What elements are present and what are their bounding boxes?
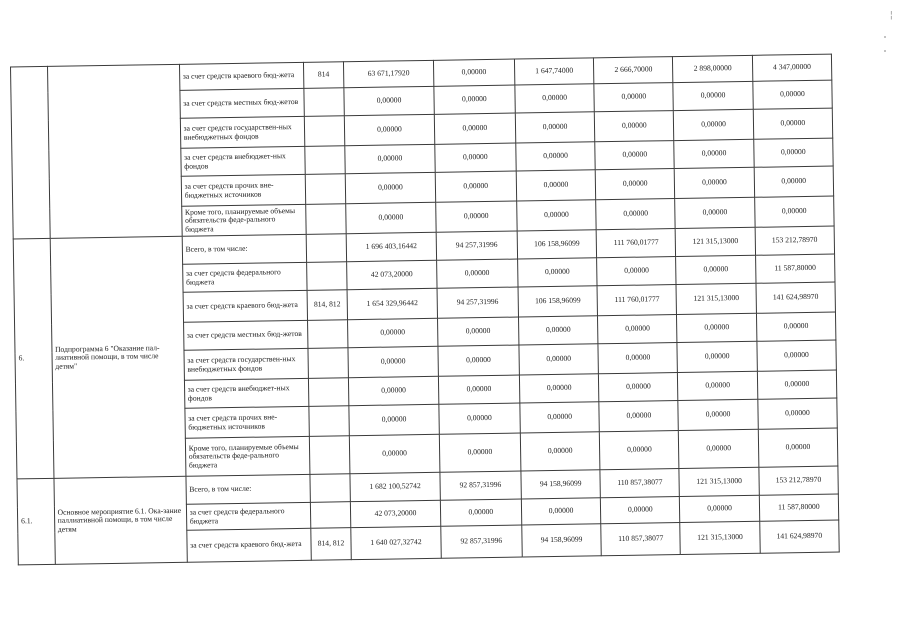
budget-code-cell — [306, 234, 347, 263]
funding-source-cell: за счет средств внебюджет-ных фондов — [184, 378, 308, 408]
total-value-cell: 1 682 100,52742 — [350, 472, 440, 501]
year-value-cell: 0,00000 — [517, 200, 597, 231]
total-value-cell: 0,00000 — [348, 346, 438, 377]
year-value-cell: 121 315,13000 — [680, 521, 760, 554]
year-value-cell: 0,00000 — [673, 81, 753, 110]
budget-code-cell — [310, 502, 351, 529]
program-name-cell — [47, 64, 182, 238]
year-value-cell: 94 257,31996 — [436, 231, 518, 260]
total-value-cell: 0,00000 — [345, 144, 435, 173]
year-value-cell: 0,00000 — [753, 138, 833, 167]
year-value-cell: 0,00000 — [518, 258, 598, 287]
funding-source-cell: за счет средств федерального бюджета — [186, 502, 310, 530]
year-value-cell: 0,00000 — [433, 59, 515, 86]
year-value-cell: 0,00000 — [677, 341, 757, 372]
year-value-cell: 0,00000 — [521, 498, 601, 525]
year-value-cell: 0,00000 — [677, 313, 757, 342]
year-value-cell: 111 760,01777 — [596, 229, 676, 258]
year-value-cell: 2 666,70000 — [594, 57, 674, 84]
year-value-cell: 0,00000 — [754, 196, 834, 227]
year-value-cell: 0,00000 — [679, 429, 759, 468]
year-value-cell: 111 760,01777 — [597, 285, 677, 316]
year-value-cell: 0,00000 — [519, 374, 599, 403]
year-value-cell: 2 898,00000 — [673, 55, 753, 82]
total-value-cell: 0,00000 — [349, 376, 439, 405]
year-value-cell: 0,00000 — [757, 370, 837, 399]
year-value-cell: 0,00000 — [436, 259, 518, 288]
scan-edge-mark: ¦ — [889, 10, 893, 21]
budget-code-cell — [308, 378, 349, 407]
year-value-cell: 110 857,38077 — [601, 523, 681, 556]
funding-source-cell: за счет средств государствен-ных внебюджетных фондов — [180, 116, 304, 148]
year-value-cell: 94 158,96099 — [522, 524, 602, 557]
budget-code-cell — [310, 474, 351, 503]
funding-source-cell: за счет средств внебюджет-ных фондов — [180, 146, 304, 176]
total-value-cell: 0,00000 — [346, 202, 436, 233]
total-value-cell: 0,00000 — [345, 114, 435, 145]
budget-table — [10, 54, 840, 566]
year-value-cell: 0,00000 — [754, 166, 834, 197]
year-value-cell: 141 624,98970 — [756, 282, 836, 313]
year-value-cell: 0,00000 — [439, 403, 521, 434]
year-value-cell: 153 212,78970 — [759, 466, 839, 495]
total-value-cell: 0,00000 — [349, 404, 439, 435]
year-value-cell: 121 315,13000 — [676, 227, 756, 256]
year-value-cell: 0,00000 — [516, 142, 596, 171]
total-value-cell: 0,00000 — [344, 86, 434, 115]
total-value-cell: 42 073,20000 — [351, 500, 441, 527]
funding-source-cell: Всего, в том числе: — [182, 234, 306, 264]
year-value-cell: 0,00000 — [515, 112, 595, 143]
funding-source-cell: за счет средств краевого бюд-жета — [179, 62, 303, 90]
year-value-cell: 0,00000 — [435, 201, 517, 232]
year-value-cell: 0,00000 — [518, 316, 598, 345]
budget-code-cell — [305, 204, 346, 235]
year-value-cell: 0,00000 — [753, 108, 833, 139]
year-value-cell: 0,00000 — [598, 343, 678, 374]
budget-code-cell — [308, 348, 349, 379]
year-value-cell: 0,00000 — [674, 139, 754, 168]
document-page — [10, 54, 840, 583]
budget-code-cell: 814 — [303, 62, 344, 89]
total-value-cell: 1 696 403,16442 — [346, 232, 436, 261]
year-value-cell: 0,00000 — [594, 111, 674, 142]
total-value-cell: 63 671,17920 — [344, 60, 434, 87]
funding-source-cell: Кроме того, планируемые объемы обязательств феде-рального бюджета — [185, 436, 310, 476]
year-value-cell: 153 212,78970 — [755, 226, 835, 255]
year-value-cell: 0,00000 — [438, 345, 520, 376]
year-value-cell: 0,00000 — [595, 141, 675, 170]
year-value-cell: 121 315,13000 — [679, 467, 759, 496]
year-value-cell: 0,00000 — [435, 171, 517, 202]
year-value-cell: 0,00000 — [519, 344, 599, 375]
year-value-cell: 0,00000 — [434, 85, 516, 114]
year-value-cell: 0,00000 — [434, 113, 516, 144]
year-value-cell: 0,00000 — [601, 497, 681, 524]
year-value-cell: 0,00000 — [596, 199, 676, 230]
year-value-cell: 0,00000 — [520, 432, 600, 471]
budget-code-cell — [303, 88, 344, 117]
year-value-cell: 0,00000 — [437, 317, 519, 346]
scan-speck — [884, 50, 886, 52]
budget-code-cell — [305, 174, 346, 205]
funding-source-cell: Всего, в том числе: — [186, 474, 310, 504]
year-value-cell: 106 158,96099 — [517, 230, 597, 259]
funding-source-cell: за счет средств местных бюд-жетов — [180, 88, 304, 118]
year-value-cell: 0,00000 — [595, 169, 675, 200]
year-value-cell: 1 647,74000 — [514, 58, 594, 85]
year-value-cell: 0,00000 — [599, 431, 679, 470]
budget-code-cell — [306, 262, 347, 291]
funding-source-cell: Кроме того, планируемые объемы обязательств феде-рального бюджета — [181, 204, 305, 236]
year-value-cell: 106 158,96099 — [518, 286, 598, 317]
year-value-cell: 0,00000 — [680, 495, 760, 522]
year-value-cell: 0,00000 — [516, 170, 596, 201]
year-value-cell: 0,00000 — [599, 401, 679, 432]
year-value-cell: 121 315,13000 — [676, 283, 756, 314]
year-value-cell: 0,00000 — [599, 373, 679, 402]
year-value-cell: 0,00000 — [758, 428, 838, 467]
year-value-cell: 0,00000 — [438, 375, 520, 404]
scan-speck — [884, 36, 886, 38]
year-value-cell: 92 857,31996 — [440, 471, 522, 500]
total-value-cell: 0,00000 — [345, 172, 435, 203]
funding-source-cell: за счет средств прочих вне-бюджетных источников — [185, 406, 309, 438]
year-value-cell: 11 587,80000 — [759, 494, 839, 521]
year-value-cell: 141 624,98970 — [759, 520, 839, 553]
total-value-cell: 0,00000 — [348, 318, 438, 347]
year-value-cell: 0,00000 — [676, 255, 756, 284]
year-value-cell: 0,00000 — [594, 83, 674, 112]
year-value-cell: 0,00000 — [678, 399, 758, 430]
year-value-cell: 92 857,31996 — [440, 525, 522, 558]
year-value-cell: 0,00000 — [753, 80, 833, 109]
budget-code-cell: 814, 812 — [310, 528, 351, 561]
program-name-cell: Подпрограмма 6 "Оказание пал-лиативной помощи, в том числе детям" — [50, 236, 186, 478]
total-value-cell: 0,00000 — [350, 434, 440, 473]
funding-source-cell: за счет средств прочих вне-бюджетных источников — [181, 174, 305, 206]
year-value-cell: 94 257,31996 — [437, 287, 519, 318]
funding-source-cell: за счет средств федерального бюджета — [182, 262, 306, 292]
year-value-cell: 0,00000 — [520, 402, 600, 433]
year-value-cell: 0,00000 — [757, 340, 837, 371]
year-value-cell: 0,00000 — [440, 499, 522, 526]
budget-code-cell: 814, 812 — [307, 290, 348, 321]
budget-code-cell — [309, 436, 350, 475]
year-value-cell: 4 347,00000 — [752, 54, 832, 81]
funding-source-cell: за счет средств государствен-ных внебюджетных фондов — [184, 348, 308, 380]
funding-source-cell: за счет средств краевого бюд-жета — [186, 528, 310, 562]
total-value-cell: 1 640 027,32742 — [351, 526, 441, 559]
year-value-cell: 11 587,80000 — [755, 254, 835, 283]
row-index-cell: 6.1. — [17, 478, 55, 565]
budget-code-cell — [304, 116, 345, 147]
year-value-cell: 110 857,38077 — [600, 469, 680, 498]
year-value-cell: 0,00000 — [675, 167, 755, 198]
year-value-cell: 0,00000 — [597, 257, 677, 286]
funding-source-cell: за счет средств местных бюд-жетов — [183, 320, 307, 350]
row-index-cell: 6. — [13, 238, 53, 479]
year-value-cell: 0,00000 — [758, 398, 838, 429]
budget-code-cell — [308, 406, 349, 437]
total-value-cell: 42 073,20000 — [347, 260, 437, 289]
year-value-cell: 0,00000 — [678, 371, 758, 400]
year-value-cell: 0,00000 — [675, 197, 755, 228]
budget-code-cell — [307, 320, 348, 349]
year-value-cell: 0,00000 — [674, 109, 754, 140]
year-value-cell: 0,00000 — [598, 315, 678, 344]
year-value-cell: 0,00000 — [439, 433, 521, 472]
row-index-cell — [11, 66, 50, 239]
program-name-cell: Основное мероприятие 6.1. Ока-зание паллиативной помощи, в том числе детям — [54, 476, 187, 564]
total-value-cell: 1 654 329,96442 — [347, 288, 437, 319]
budget-code-cell — [304, 146, 345, 175]
year-value-cell: 0,00000 — [515, 84, 595, 113]
year-value-cell: 0,00000 — [434, 143, 516, 172]
year-value-cell: 94 158,96099 — [521, 470, 601, 499]
funding-source-cell: за счет средств краевого бюд-жета — [183, 290, 307, 322]
table-body — [11, 54, 840, 565]
year-value-cell: 0,00000 — [756, 312, 836, 341]
